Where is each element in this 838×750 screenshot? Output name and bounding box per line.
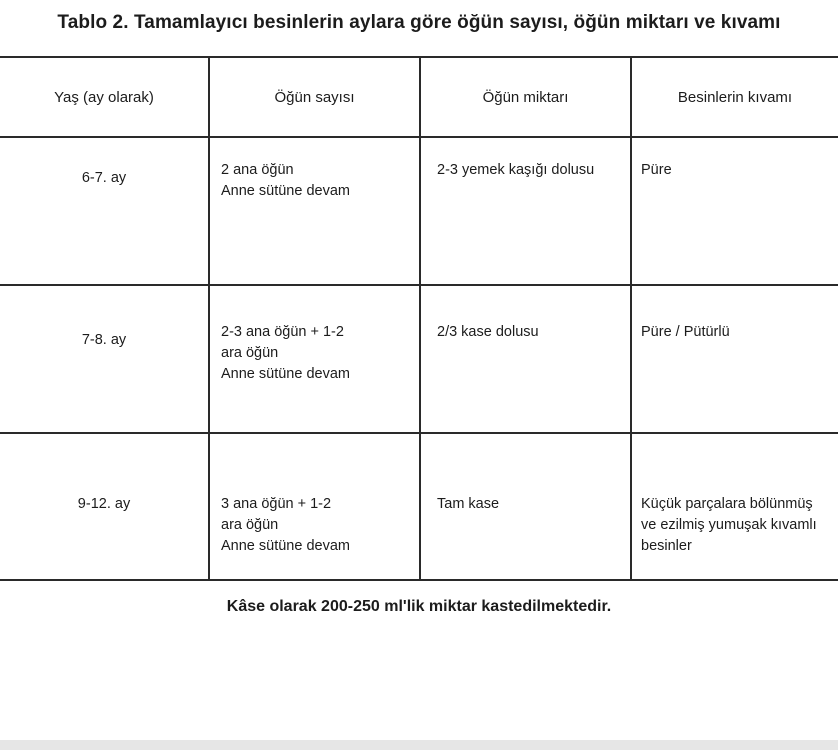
row-1-meals <box>221 160 350 202</box>
row-2-meals-line: 2-3 ana öğün + 1-2 <box>221 324 344 340</box>
header-row-border <box>0 136 838 138</box>
table-title: Tablo 2. Tamamlayıcı besinlerin aylara göre öğün sayısı, öğün miktarı ve kıvamı <box>57 12 781 33</box>
row-2-meals-line: Anne sütüne devam <box>221 366 350 382</box>
row-2-texture <box>641 322 730 343</box>
row-3-meals-line: 3 ana öğün + 1-2 <box>221 496 332 512</box>
header-meal-amount: Öğün miktarı <box>482 89 569 106</box>
row-1-amount: 2-3 yemek kaşığı dolusu <box>437 162 595 178</box>
header-age: Yaş (ay olarak) <box>54 89 154 106</box>
row-3-age: 9-12. ay <box>77 496 131 512</box>
row-3-texture <box>641 494 817 557</box>
row-3-texture-line: ve ezilmiş yumuşak kıvamlı <box>641 517 817 533</box>
row-1-meals-line: Anne sütüne devam <box>221 183 350 199</box>
row-3-texture-line: Küçük parçalara bölünmüş <box>641 496 813 512</box>
column-divider-2 <box>419 56 421 581</box>
row-3-meals-line: ara öğün <box>221 517 279 533</box>
column-divider-3 <box>630 56 632 581</box>
header-texture: Besinlerin kıvamı <box>677 89 793 106</box>
bottom-edge-bar <box>0 740 838 750</box>
row-1-age: 6-7. ay <box>81 170 127 186</box>
row-2-meals <box>221 322 350 385</box>
table-top-border <box>0 56 838 58</box>
row-3-meals <box>221 494 350 557</box>
row-1-texture-line: Püre <box>641 162 672 178</box>
row-3-meals-line: Anne sütüne devam <box>221 538 350 554</box>
row-2-age: 7-8. ay <box>81 332 127 348</box>
table-bottom-border <box>0 579 838 581</box>
row-1-texture <box>641 160 672 181</box>
column-divider-1 <box>208 56 210 581</box>
header-meal-count: Öğün sayısı <box>274 89 355 106</box>
row-1-meals-line: 2 ana öğün <box>221 162 294 178</box>
row-2-texture-line: Püre / Pütürlü <box>641 324 730 340</box>
row-1-border <box>0 284 838 286</box>
row-3-texture-line: besinler <box>641 538 692 554</box>
row-3-amount: Tam kase <box>437 496 500 512</box>
row-2-amount: 2/3 kase dolusu <box>437 324 539 340</box>
row-2-meals-line: ara öğün <box>221 345 279 361</box>
table-footnote: Kâse olarak 200-250 ml'lik miktar kastedilmektedir. <box>226 598 612 615</box>
row-2-border <box>0 432 838 434</box>
